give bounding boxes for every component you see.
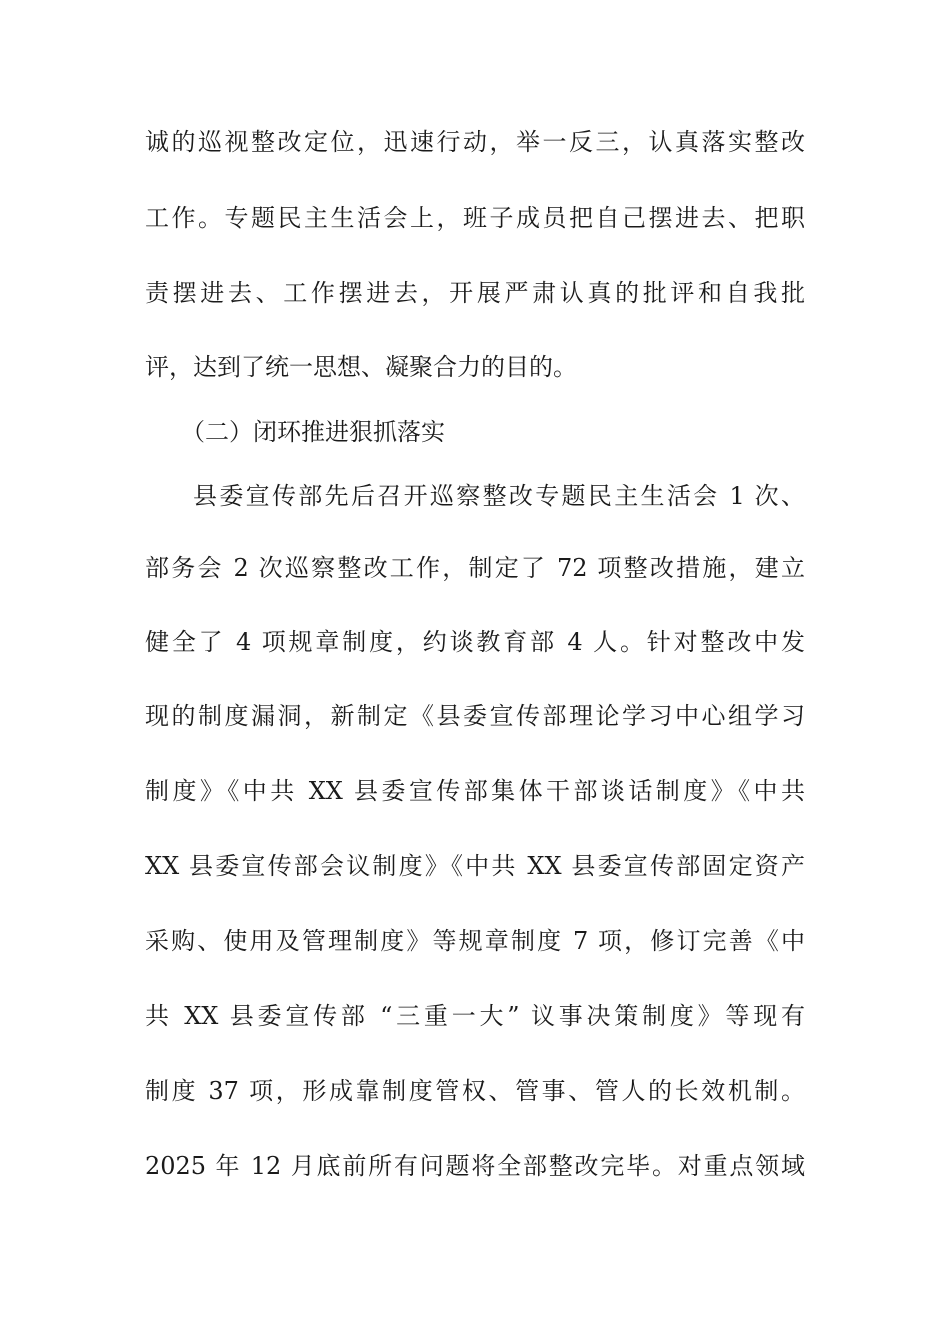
- paragraph-2-line-9: 制度 37 项，形成靠制度管权、管事、管人的长效机制。: [145, 1077, 805, 1105]
- paragraph-1-line-3: 责摆进去、工作摆进去，开展严肃认真的批评和自我批: [145, 279, 805, 307]
- paragraph-1-line-2: 工作。专题民主生活会上，班子成员把自己摆进去、把职: [145, 204, 805, 232]
- paragraph-2-line-7: 采购、使用及管理制度》等规章制度 7 项，修订完善《中: [145, 927, 805, 955]
- section-heading: （二）闭环推进狠抓落实: [181, 418, 445, 446]
- paragraph-2-line-4: 现的制度漏洞，新制定《县委宣传部理论学习中心组学习: [145, 702, 805, 730]
- paragraph-2-line-6: XX 县委宣传部会议制度》《中共 XX 县委宣传部固定资产: [145, 852, 805, 880]
- paragraph-2-line-3: 健全了 4 项规章制度，约谈教育部 4 人。针对整改中发: [145, 628, 805, 656]
- paragraph-2-line-2: 部务会 2 次巡察整改工作，制定了 72 项整改措施，建立: [145, 554, 805, 582]
- paragraph-1-line-1: 诚的巡视整改定位，迅速行动，举一反三，认真落实整改: [145, 128, 805, 156]
- paragraph-2-line-5: 制度》《中共 XX 县委宣传部集体干部谈话制度》《中共: [145, 777, 805, 805]
- paragraph-2-line-1: 县委宣传部先后召开巡察整改专题民主生活会 1 次、: [193, 482, 805, 510]
- paragraph-1-line-4: 评，达到了统一思想、凝聚合力的目的。: [145, 353, 577, 381]
- paragraph-2-line-10: 2025 年 12 月底前所有问题将全部整改完毕。对重点领域: [145, 1152, 805, 1180]
- paragraph-2-line-8: 共 XX 县委宣传部 “三重一大” 议事决策制度》等现有: [145, 1002, 805, 1030]
